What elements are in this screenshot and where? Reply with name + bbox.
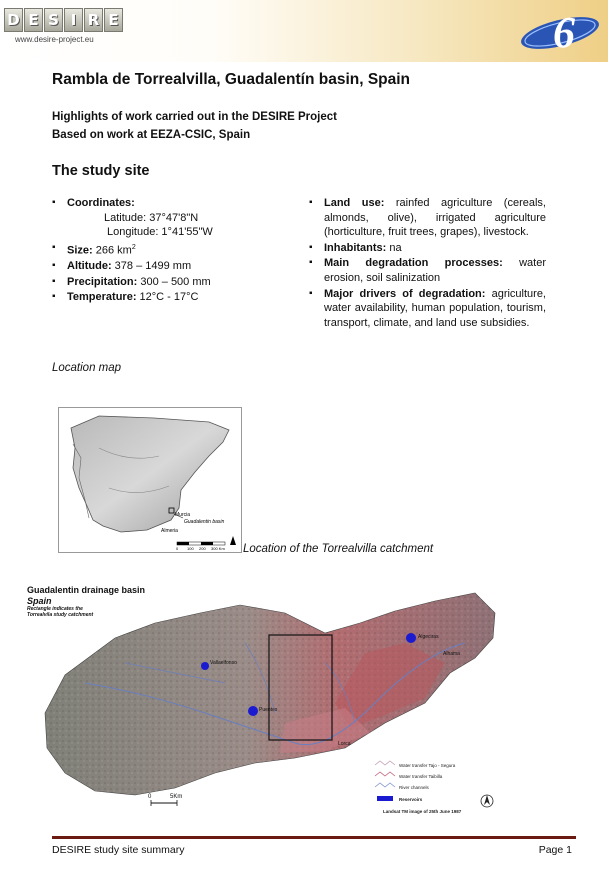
legend-rivers-symbol bbox=[375, 783, 395, 787]
size-label: Size: bbox=[67, 244, 93, 257]
list-item-precipitation bbox=[52, 275, 292, 290]
list-item-land-use bbox=[309, 196, 546, 240]
town-vallaelfonso: Vallaelfonso bbox=[210, 660, 237, 666]
fp6-logo bbox=[516, 6, 602, 52]
list-item-degradation-drivers bbox=[309, 287, 546, 331]
label-guadalentin-basin: Guadalentin basin bbox=[184, 519, 225, 525]
precipitation-label: Precipitation: bbox=[67, 275, 138, 288]
altitude-label: Altitude: bbox=[67, 260, 112, 273]
footer-rule bbox=[52, 836, 576, 839]
basin-map-subtitle: Spain bbox=[27, 596, 52, 606]
scale-label-100: 100 bbox=[187, 546, 194, 551]
town-algeciras: Algeciras bbox=[418, 634, 439, 640]
latitude: Latitude: 37°47'8"N bbox=[104, 211, 199, 224]
logo-letter: E bbox=[24, 8, 43, 32]
coordinates-label: Coordinates: bbox=[67, 197, 135, 209]
town-lorca: Lorca bbox=[338, 741, 351, 747]
scale-label-200: 200 bbox=[199, 546, 206, 551]
footer-left: DESIRE study site summary bbox=[52, 844, 185, 856]
scale-5km: 5Km bbox=[170, 794, 183, 800]
land-use-label: Land use: bbox=[324, 197, 385, 209]
logo-letter: S bbox=[44, 8, 63, 32]
section-heading: The study site bbox=[52, 163, 150, 179]
town-alhama: Alhama bbox=[443, 651, 460, 657]
iberia-map-graphic bbox=[59, 408, 241, 552]
north-arrow-icon bbox=[230, 536, 236, 545]
label-almeria: Almeria bbox=[161, 528, 178, 534]
list-item-inhabitants bbox=[309, 241, 546, 256]
drivers-value: agriculture, water availability, human population, tourism, transport, climate, and land use subsidies. bbox=[324, 287, 546, 329]
logo-letter: D bbox=[4, 8, 23, 32]
legend-taibilla: Water transfer Taibilla bbox=[399, 774, 443, 779]
processes-value: water erosion, soil salinization bbox=[324, 257, 546, 284]
drivers-label: Major drivers of degradation: bbox=[324, 287, 486, 300]
legend-tajo-segura-symbol bbox=[375, 761, 395, 765]
temperature-label: Temperature: bbox=[67, 291, 137, 304]
subtitle-highlights: Highlights of work carried out in the DESIRE Project bbox=[52, 111, 337, 123]
altitude-value: 378 – 1499 mm bbox=[114, 260, 192, 273]
list-item-temperature bbox=[52, 290, 292, 305]
reservoir-vallaelfonso bbox=[201, 662, 209, 670]
study-site-right-list bbox=[309, 196, 546, 331]
footer-page: Page 1 bbox=[538, 844, 572, 856]
reservoir-puentes bbox=[248, 706, 258, 716]
longitude: Longitude: 1°41'55"W bbox=[107, 226, 213, 239]
basin-map-note: Rectangle indicates the Torrealvila study catchment bbox=[27, 606, 94, 618]
precipitation-value: 300 – 500 mm bbox=[140, 275, 211, 288]
size-sup: 2 bbox=[131, 243, 136, 251]
study-site-left-list bbox=[52, 196, 292, 306]
basin-map-note-box bbox=[27, 606, 107, 624]
catchment-caption: Location of the Torrealvilla catchment bbox=[243, 543, 434, 555]
location-map-caption: Location map bbox=[52, 362, 122, 374]
reservoir-algeciras bbox=[406, 633, 416, 643]
inhabitants-value: na bbox=[389, 241, 402, 254]
basin-map-graphic bbox=[25, 583, 500, 819]
legend-reservoirs: Reservoirs bbox=[399, 797, 423, 802]
desire-logo bbox=[4, 8, 123, 30]
size-value: 266 km bbox=[95, 244, 132, 257]
legend-reservoir-symbol bbox=[377, 796, 393, 801]
legend-rivers: River channels bbox=[399, 785, 429, 790]
legend-tajo-segura: Water transfer Tajo - Segura bbox=[399, 763, 456, 768]
inhabitants-label: Inhabitants: bbox=[324, 241, 387, 254]
logo-letter: R bbox=[84, 8, 103, 32]
list-item-size bbox=[52, 241, 292, 258]
legend-taibilla-symbol bbox=[375, 772, 395, 776]
logo-letter: I bbox=[64, 8, 83, 32]
basin-map bbox=[25, 583, 500, 819]
label-murcia: Murcia bbox=[175, 512, 191, 518]
image-credit: Landsat TM image of 25th June 1987 bbox=[383, 809, 462, 814]
logo-letter: E bbox=[104, 8, 123, 32]
basin-map-title: Guadalentin drainage basin bbox=[27, 585, 146, 595]
location-map bbox=[58, 407, 242, 553]
scale-label-0: 0 bbox=[176, 546, 179, 551]
scale-0: 0 bbox=[148, 794, 152, 800]
processes-label: Main degradation processes: bbox=[324, 257, 503, 270]
list-item-altitude bbox=[52, 259, 292, 274]
fp6-badge-number: 6 bbox=[553, 8, 575, 52]
temperature-value: 12°C - 17°C bbox=[139, 291, 199, 304]
scale-label-300: 300 Km bbox=[211, 546, 225, 551]
town-puentes: Puentes bbox=[259, 707, 278, 713]
list-item-degradation-processes bbox=[309, 256, 546, 285]
subtitle-based-on: Based on work at EEZA-CSIC, Spain bbox=[52, 129, 251, 141]
list-item-coordinates bbox=[52, 196, 292, 240]
page-title: Rambla de Torrealvilla, Guadalentín basin, Spain bbox=[52, 71, 411, 88]
north-arrow-icon bbox=[484, 795, 490, 805]
land-use-value: rainfed agriculture (cereals, almonds, olive), irrigated agriculture (horticulture, fruit trees, grapes), livestock. bbox=[324, 197, 546, 239]
header-url: www.desire-project.eu bbox=[15, 35, 94, 44]
